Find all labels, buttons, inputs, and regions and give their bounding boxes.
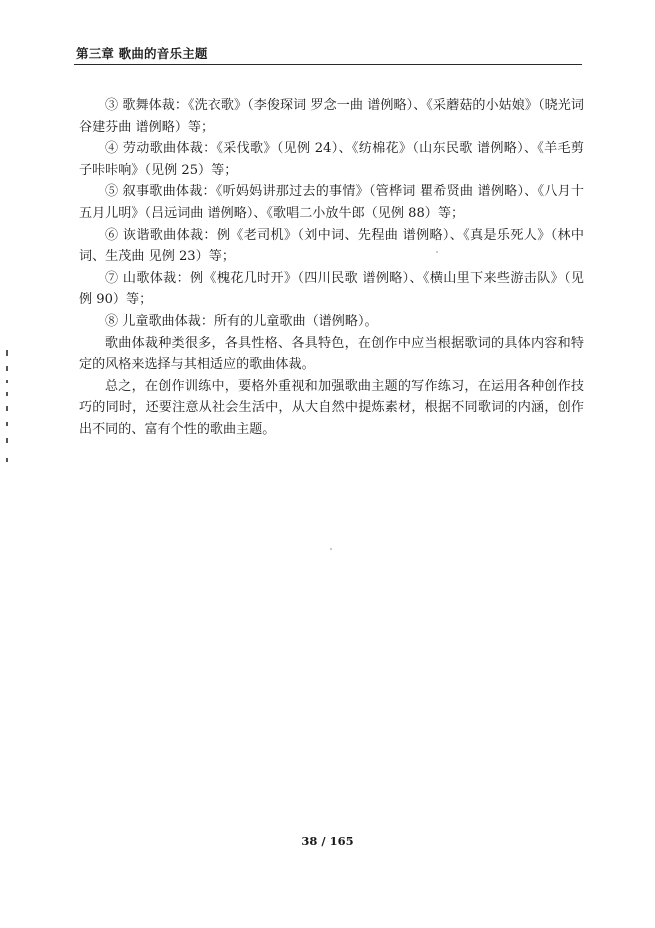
margin-mark: [6, 458, 8, 462]
margin-mark: [6, 438, 8, 443]
page-number: 38 / 165: [301, 834, 354, 848]
margin-mark: [6, 392, 8, 396]
paragraph-dance-genre: ③ 歌舞体裁：《洗衣歌》（李俊琛词 罗念一曲 谱例略）、《采蘑菇的小姑娘》（晓光词 谷建芬曲 谱例略）等；: [79, 98, 584, 135]
body-text: [79, 95, 584, 441]
margin-mark: [6, 380, 8, 383]
margin-mark: [6, 406, 8, 411]
margin-mark: [6, 350, 8, 356]
chapter-header: 第三章 歌曲的音乐主题: [76, 46, 208, 61]
paragraph-labor-genre: ④ 劳动歌曲体裁：《采伐歌》（见例 24）、《纺棉花》（山东民歌 谱例略）、《羊毛剪子咔咔响》（见例 25）等；: [79, 141, 584, 178]
scan-speck: [436, 251, 438, 253]
scan-speck: [330, 548, 332, 550]
margin-mark: [6, 422, 8, 426]
paragraph-folk-song-genre: ⑦ 山歌体裁：例《槐花几时开》（四川民歌 谱例略）、《横山里下来些游击队》（见例 90）等；: [79, 270, 584, 308]
paragraph-children-genre: ⑧ 儿童歌曲体裁：所有的儿童歌曲（谱例略）。: [105, 313, 378, 329]
paragraph-conclusion: 总之，在创作训练中，要格外重视和加强歌曲主题的写作练习，在运用各种创作技巧的同时，还要注意从社会生活中，从大自然中提炼素材，根据不同歌词的内涵，创作出不同的、富有个性的歌曲主题。: [79, 378, 584, 437]
paragraph-humorous-genre: ⑥ 诙谐歌曲体裁：例《老司机》（刘中词、先程曲 谱例略）、《真是乐死人》（林中词、生茂曲 见例 23）等；: [79, 227, 584, 265]
paragraph-genre-summary: 歌曲体裁种类很多，各具性格、各具特色，在创作中应当根据歌词的具体内容和特定的风格来选择与其相适应的歌曲体裁。: [79, 335, 584, 373]
binding-margin-marks: [6, 350, 10, 470]
margin-mark: [6, 366, 8, 371]
header-rule: [74, 64, 582, 65]
paragraph-narrative-genre: ⑤ 叙事歌曲体裁：《听妈妈讲那过去的事情》（管桦词 瞿希贤曲 谱例略）、《八月十五月儿明》（吕远词曲 谱例略）、《歌唱二小放牛郎（见例 88）等；: [79, 184, 584, 221]
